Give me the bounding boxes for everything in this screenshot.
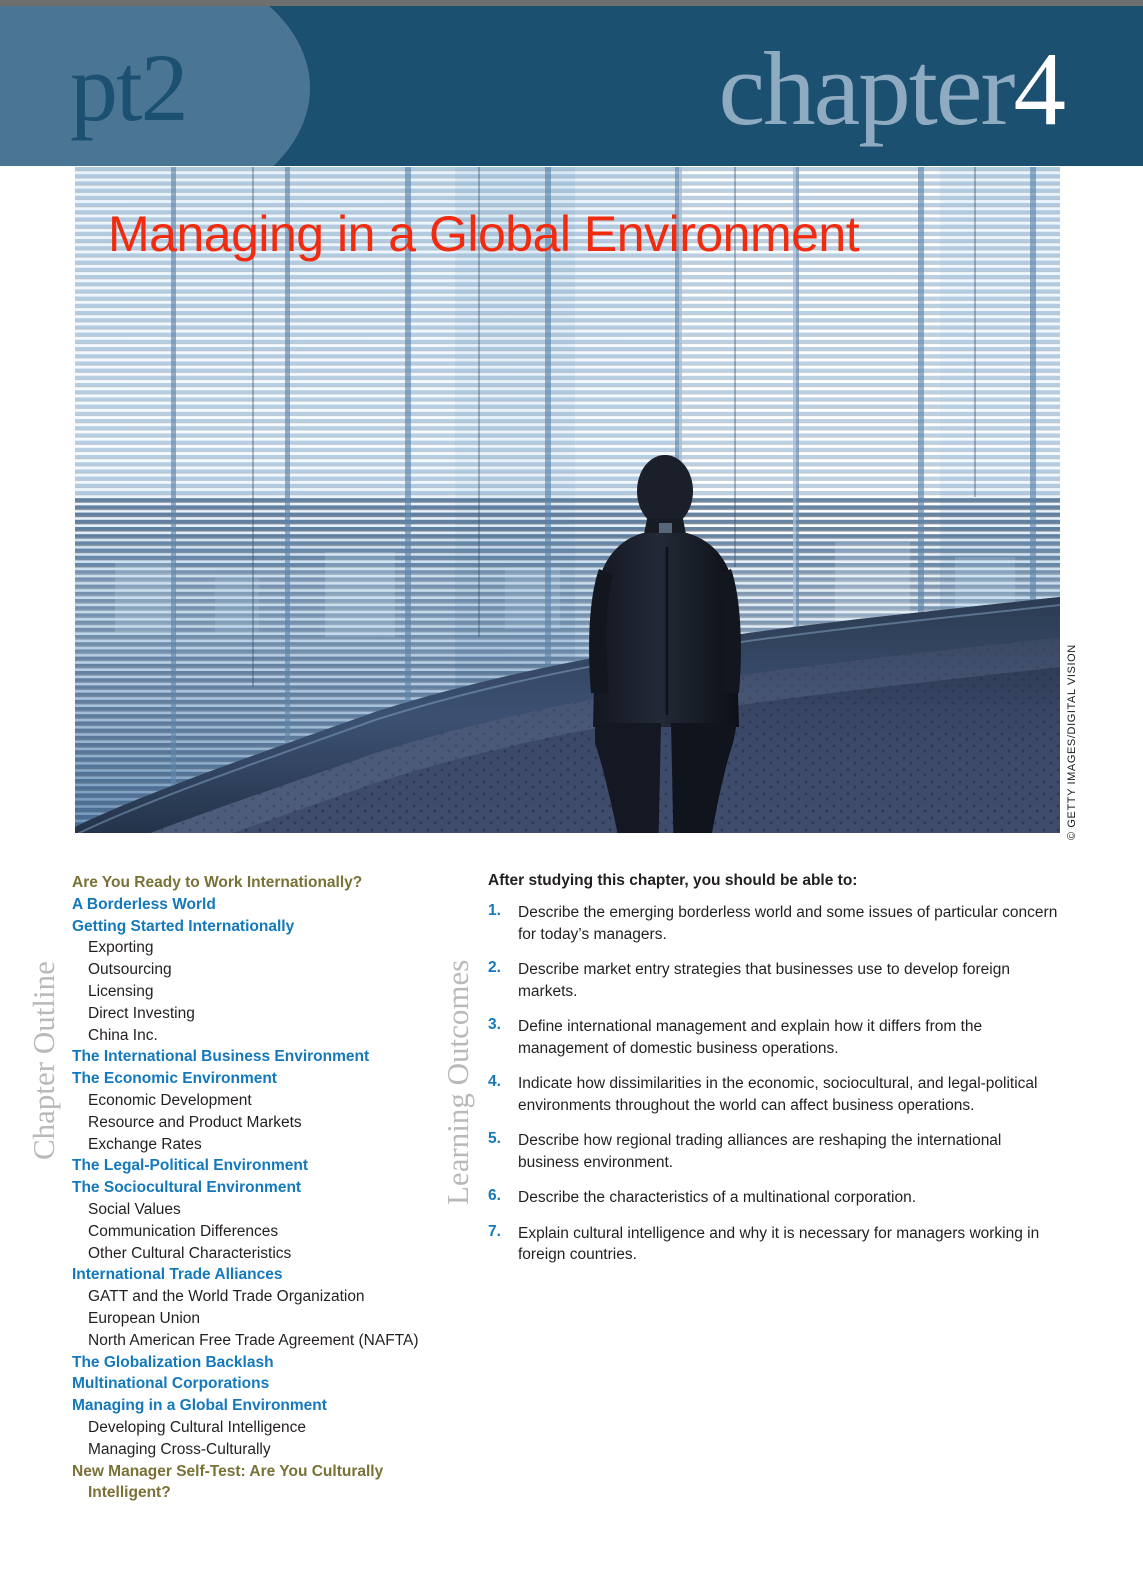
outline-item[interactable]: Developing Cultural Intelligence	[88, 1418, 306, 1436]
outline-item[interactable]: Getting Started Internationally	[72, 917, 295, 935]
learning-outcome-text: Describe the emerging borderless world and some issues of particular concern for today’s managers.	[518, 904, 1058, 943]
outline-item[interactable]: Exporting	[88, 939, 154, 957]
outline-item[interactable]: North American Free Trade Agreement (NAFTA)	[88, 1331, 419, 1349]
outline-item[interactable]: New Manager Self-Test: Are You Culturally	[72, 1462, 384, 1480]
outline-item[interactable]: Managing Cross-Culturally	[88, 1440, 271, 1458]
chapter-title: Managing in a Global Environment	[108, 206, 860, 262]
learning-outcome-number: 2.	[488, 959, 501, 976]
outline-item[interactable]: The Sociocultural Environment	[72, 1179, 302, 1197]
outline-item[interactable]: The Economic Environment	[72, 1070, 277, 1088]
outline-item[interactable]: Economic Development	[88, 1091, 252, 1109]
outline-item[interactable]: Multinational Corporations	[72, 1375, 270, 1393]
learning-outcome-row	[488, 1187, 1058, 1209]
outline-item[interactable]: The Globalization Backlash	[72, 1353, 274, 1371]
learning-outcome-number: 7.	[488, 1222, 501, 1240]
chapter-hero-photo	[75, 167, 1060, 833]
outline-item[interactable]: Social Values	[88, 1200, 181, 1218]
learning-outcome-row	[488, 1016, 1058, 1059]
outline-item[interactable]: Licensing	[88, 982, 154, 1000]
outline-item[interactable]: A Borderless World	[72, 895, 216, 913]
chapter-outline-side-label: Chapter Outline	[26, 961, 61, 1160]
learning-outcome-row	[488, 902, 1058, 945]
outline-item[interactable]: Are You Ready to Work Internationally?	[72, 874, 363, 891]
learning-outcome-row	[488, 959, 1058, 1002]
chapter-number: 4	[1013, 30, 1065, 147]
outline-item[interactable]: International Trade Alliances	[72, 1266, 283, 1284]
learning-outcome-text: Describe market entry strategies that businesses use to develop foreign markets.	[518, 961, 1010, 1000]
hero-photo-artwork	[75, 167, 1060, 833]
learning-outcome-row	[488, 1073, 1058, 1116]
outline-item[interactable]: Other Cultural Characteristics	[88, 1244, 292, 1262]
outline-item[interactable]: Exchange Rates	[88, 1135, 202, 1153]
outline-item[interactable]: The Legal-Political Environment	[72, 1157, 308, 1175]
learning-outcomes-intro: After studying this chapter, you should be able to:	[488, 872, 858, 889]
learning-outcome-number: 5.	[488, 1130, 501, 1147]
learning-outcome-text: Describe the characteristics of a multinational corporation.	[518, 1189, 917, 1206]
outline-item[interactable]: Resource and Product Markets	[88, 1113, 302, 1131]
learning-outcome-text: Indicate how dissimilarities in the economic, sociocultural, and legal-political environments throughout the world can affect business operations.	[518, 1075, 1038, 1114]
outline-item[interactable]: China Inc.	[88, 1026, 158, 1044]
outline-item[interactable]: Direct Investing	[88, 1004, 195, 1022]
learning-outcome-text: Define international management and explain how it differs from the management of domestic business operations.	[518, 1018, 983, 1057]
chapter-outline-list	[72, 872, 422, 1504]
chapter-header-band	[0, 6, 1143, 166]
learning-outcome-number: 6.	[488, 1187, 501, 1204]
outline-item[interactable]: Communication Differences	[88, 1222, 279, 1240]
outline-item[interactable]: Managing in a Global Environment	[72, 1397, 327, 1415]
learning-outcome-number: 1.	[488, 902, 501, 919]
part-label: pt2	[70, 34, 187, 141]
learning-outcome-number: 4.	[488, 1073, 501, 1090]
outline-item[interactable]: The International Business Environment	[72, 1048, 370, 1066]
learning-outcome-text: Explain cultural intelligence and why it is necessary for managers working in foreign countries.	[518, 1224, 1040, 1263]
chapter-title-group	[718, 30, 1065, 147]
learning-outcomes-list	[488, 872, 1058, 1280]
learning-outcomes-rows	[488, 902, 1058, 1266]
learning-outcome-row	[488, 1130, 1058, 1173]
outline-item[interactable]: Outsourcing	[88, 961, 172, 979]
learning-outcome-number: 3.	[488, 1016, 501, 1033]
outline-item[interactable]: European Union	[88, 1309, 201, 1327]
chapter-front-matter	[0, 862, 1143, 1562]
learning-outcome-text: Describe how regional trading alliances are reshaping the international business environment.	[518, 1132, 1002, 1171]
chapter-word: chapter	[718, 30, 1014, 147]
outline-item[interactable]: GATT and the World Trade Organization	[88, 1288, 365, 1306]
photo-credit: © GETTY IMAGES/DIGITAL VISION	[1066, 644, 1078, 840]
learning-outcome-row	[488, 1223, 1058, 1266]
outline-item[interactable]: Intelligent?	[88, 1484, 171, 1502]
learning-outcomes-side-label: Learning Outcomes	[440, 959, 475, 1205]
